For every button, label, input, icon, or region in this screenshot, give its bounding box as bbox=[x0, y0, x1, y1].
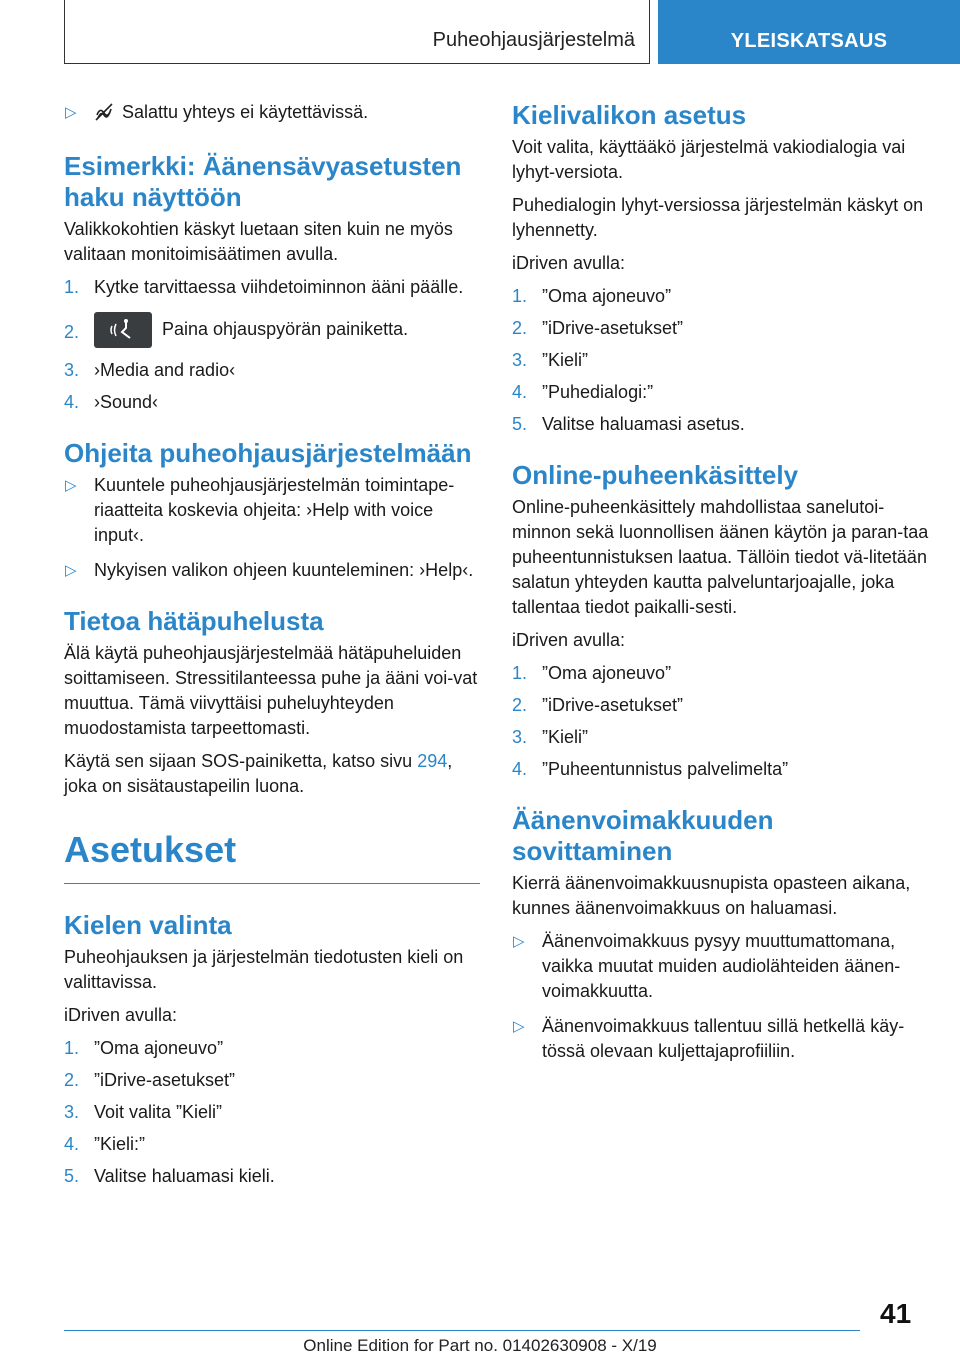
chapter-tab bbox=[658, 0, 960, 64]
edition-text: Online Edition for Part no. 01402630908 - X/19 bbox=[303, 1336, 657, 1355]
unavailable-text: Salattu yhteys ei käytettävissä. bbox=[122, 102, 369, 122]
example-heading: Esimerkki: Äänensävyasetusten haku näyttöön bbox=[64, 151, 462, 212]
right-column bbox=[512, 100, 932, 1071]
dialog-text-2: Puhedialogin lyhyt-versiossa järjestelmän käskyt on lyhennetty. bbox=[512, 195, 924, 240]
triangle-bullet-icon: ▷ bbox=[513, 1018, 525, 1035]
triangle-bullet-icon: ▷ bbox=[65, 477, 77, 494]
online-step: 4. ”Puheentunnistus palvelimelta” bbox=[512, 759, 789, 779]
online-text: Online-puheenkäsittely mahdollistaa sanelutoi-minnon sekä luonnollisen äänen käytön ja paran-taa puheentunnistuksen laatua. Tällöin tiedot vä-litetään salatun yhteyden kautta palveluntarjoajalle, joka tallentaa tiedot paikalli-sesti. bbox=[512, 497, 929, 617]
dialog-text-1: Voit valita, käyttääkö järjestelmä vakiodialogia vai lyhyt-versiota. bbox=[512, 137, 906, 182]
language-step: 4. ”Kieli:” bbox=[64, 1134, 146, 1154]
example-step: 2. Paina ohjauspyörän painiketta. bbox=[64, 312, 480, 348]
voice-button-icon bbox=[94, 312, 152, 348]
example-step: 1. Kytke tarvittaessa viihdetoiminnon ääni päälle. bbox=[64, 277, 464, 297]
hints-heading: Ohjeita puheohjausjärjestelmään bbox=[64, 438, 472, 468]
volume-text: Kierrä äänenvoimakkuusnupista opasteen aikana, kunnes äänenvoimakkuus on haluamasi. bbox=[512, 873, 911, 918]
language-step: 5. Valitse haluamasi kieli. bbox=[64, 1166, 275, 1186]
hint-bullet: ▷ Kuuntele puheohjausjärjestelmän toimintape-riaatteita koskevia ohjeita: ›Help with voice input‹. bbox=[65, 475, 455, 545]
triangle-bullet-icon: ▷ bbox=[65, 104, 77, 121]
page-number: 41 bbox=[880, 1298, 912, 1329]
triangle-bullet-icon: ▷ bbox=[65, 562, 77, 579]
dialog-step: 4. ”Puhedialogi:” bbox=[512, 382, 654, 402]
online-step: 1. ”Oma ajoneuvo” bbox=[512, 663, 672, 683]
volume-bullet: ▷ Äänenvoimakkuus pysyy muuttumattomana, vaikka muutat muiden audiolähteiden äänen-voimakkuutta. bbox=[513, 931, 901, 1001]
language-idrive-label: iDriven avulla: bbox=[64, 1005, 178, 1025]
chapter-title: YLEISKATSAUS bbox=[730, 30, 888, 52]
no-connection-icon bbox=[94, 103, 114, 128]
dialog-step: 1. ”Oma ajoneuvo” bbox=[512, 286, 672, 306]
dialog-heading: Kielivalikon asetus bbox=[512, 100, 747, 130]
online-heading: Online-puheenkäsittely bbox=[512, 460, 799, 490]
language-intro: Puheohjauksen ja järjestelmän tiedotusten kieli on valittavissa. bbox=[64, 947, 464, 992]
emergency-heading: Tietoa hätäpuhelusta bbox=[64, 606, 324, 636]
example-step: 3. ›Media and radio‹ bbox=[64, 360, 236, 380]
volume-heading: Äänenvoimakkuuden sovittaminen bbox=[512, 805, 774, 866]
section-divider bbox=[64, 883, 480, 884]
example-intro: Valikkokohtien käskyt luetaan siten kuin ne myös valitaan monitoimisäätimen avulla. bbox=[64, 219, 453, 264]
language-step: 2. ”iDrive-asetukset” bbox=[64, 1070, 236, 1090]
footer-divider bbox=[64, 1330, 860, 1331]
dialog-step: 3. ”Kieli” bbox=[512, 350, 589, 370]
unavailable-note bbox=[64, 100, 480, 128]
online-step: 3. ”Kieli” bbox=[512, 727, 589, 747]
triangle-bullet-icon: ▷ bbox=[513, 933, 525, 950]
hint-bullet: ▷ Nykyisen valikon ohjeen kuunteleminen: ›Help‹. bbox=[64, 558, 480, 583]
language-step: 3. Voit valita ”Kieli” bbox=[64, 1102, 223, 1122]
dialog-step: 2. ”iDrive-asetukset” bbox=[512, 318, 684, 338]
footer-line bbox=[0, 1336, 960, 1356]
language-step: 1. ”Oma ajoneuvo” bbox=[64, 1038, 224, 1058]
language-heading: Kielen valinta bbox=[64, 910, 232, 940]
example-step: 4. ›Sound‹ bbox=[64, 392, 159, 412]
emergency-text: Älä käytä puheohjausjärjestelmää hätäpuheluiden soittamiseen. Stressitilanteessa puhe ja ääni voi-vat muuttua. Tämä viivyttäisi puheluyhteyden muodostamista tarpeettomasti. bbox=[64, 643, 478, 738]
dialog-step: 5. Valitse haluamasi asetus. bbox=[512, 414, 745, 434]
left-column bbox=[64, 100, 480, 1196]
online-step: 2. ”iDrive-asetukset” bbox=[512, 695, 684, 715]
dialog-idrive-label: iDriven avulla: bbox=[512, 253, 626, 273]
header-section-box bbox=[64, 0, 650, 64]
online-idrive-label: iDriven avulla: bbox=[512, 630, 626, 650]
emergency-sos-text: Käytä sen sijaan SOS-painiketta, katso sivu 294, joka on sisätaustapeilin luona. bbox=[64, 751, 453, 796]
page-reference-link[interactable]: 294 bbox=[417, 751, 448, 771]
section-title: Puheohjausjärjestelmä bbox=[432, 29, 635, 51]
settings-heading: Asetukset bbox=[64, 829, 237, 870]
volume-bullet: ▷ Äänenvoimakkuus tallentuu sillä hetkellä käy-tössä olevaan kuljettajaprofiiliin. bbox=[513, 1016, 905, 1061]
